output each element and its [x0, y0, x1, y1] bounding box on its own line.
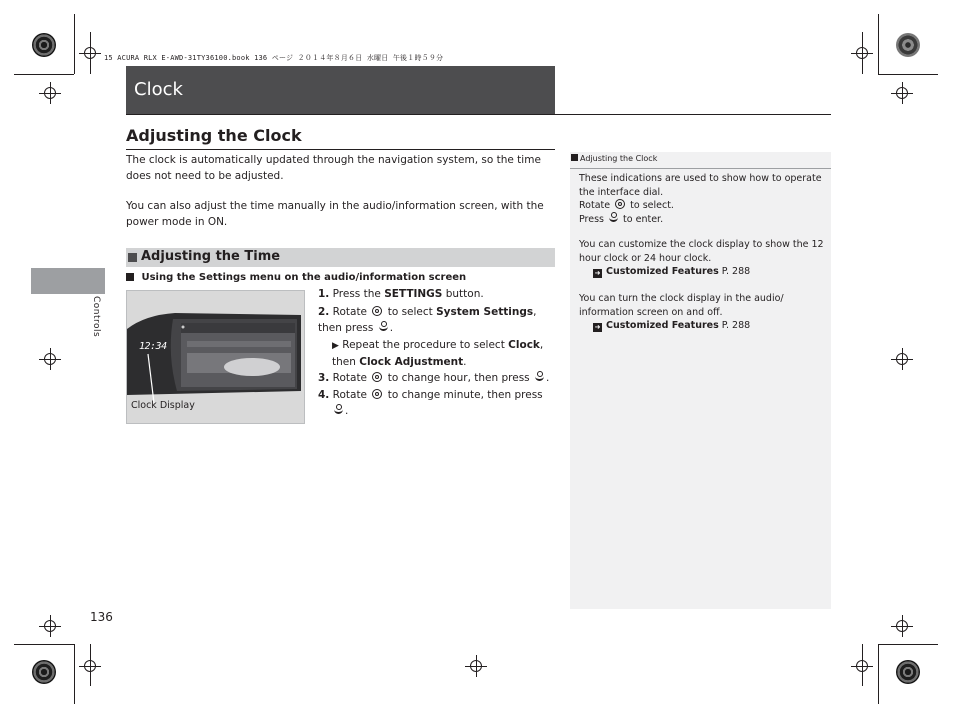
registration-rose-icon: [32, 33, 56, 57]
step-text: .: [463, 356, 467, 368]
crop-line: [862, 644, 863, 686]
step-number: 1.: [318, 288, 330, 300]
step-text: Repeat the procedure to select: [342, 339, 509, 351]
crop-line: [878, 74, 938, 75]
reference-label: Customized Features: [606, 320, 719, 331]
subsection-heading-text: Adjusting the Time: [141, 249, 281, 264]
interface-dial-rotate-icon: [372, 372, 382, 382]
interface-dial-rotate-icon: [372, 306, 382, 316]
procedure-heading: [126, 272, 466, 283]
interface-dial-press-icon: [379, 323, 388, 331]
interface-dial-rotate-icon: [615, 199, 625, 209]
step-text: to change hour, then press: [384, 372, 533, 384]
registration-target-icon: [896, 87, 908, 99]
reference-page: P. 288: [718, 320, 751, 331]
registration-target-icon: [44, 620, 56, 632]
substep-arrow-icon: ▶: [332, 341, 339, 351]
cross-reference-link[interactable]: [579, 266, 750, 278]
step-text: Press the: [332, 288, 385, 300]
crop-line: [878, 644, 879, 704]
note-rotate-line: [579, 199, 824, 213]
registration-rose-icon: [896, 660, 920, 684]
crop-line: [878, 14, 879, 74]
interface-dial-press-icon: [334, 406, 343, 414]
note-header: [570, 154, 831, 169]
side-tab-label: Controls: [91, 296, 101, 338]
page-title: Clock: [126, 66, 555, 114]
step-2: [318, 304, 555, 336]
reference-page: P. 288: [718, 266, 751, 277]
step-text: .: [389, 322, 394, 334]
crop-line: [14, 74, 74, 75]
crop-line: [74, 644, 75, 704]
figure-clock-reading: 12:34: [139, 341, 167, 352]
reference-arrow-icon: ➜: [594, 323, 601, 331]
note-text: to select.: [627, 200, 674, 211]
note-header-icon: [571, 154, 578, 161]
crop-line: [14, 644, 74, 645]
step-4: [318, 387, 555, 419]
chapter-tab: [31, 268, 105, 294]
step-3: [318, 370, 555, 386]
registration-target-icon: [470, 660, 482, 672]
step-text: .: [546, 372, 550, 384]
step-1: [318, 286, 555, 302]
note-paragraph: [579, 172, 824, 226]
step-text: to change minute, then press: [384, 389, 543, 401]
note-press-line: [579, 213, 824, 227]
procedure-heading-text: Using the Settings menu on the audio/information screen: [141, 272, 467, 283]
reference-label: Customized Features: [606, 266, 719, 277]
registration-target-icon: [896, 620, 908, 632]
step-2-substep: [332, 337, 555, 370]
step-keyword: Clock Adjustment: [359, 356, 464, 368]
crop-line: [878, 644, 938, 645]
interface-dial-press-icon: [609, 214, 618, 222]
figure-caption: Clock Display: [131, 400, 195, 411]
section-heading: Adjusting the Clock: [126, 126, 302, 145]
step-keyword: Clock: [508, 339, 540, 351]
registration-target-icon: [44, 353, 56, 365]
step-text: Rotate: [332, 372, 371, 384]
step-number: 4.: [318, 389, 330, 401]
page-number: 136: [90, 610, 113, 624]
note-paragraph: You can customize the clock display to show the 12 hour clock or 24 hour clock.: [579, 239, 824, 264]
step-text: button.: [442, 288, 484, 300]
step-text: to select: [384, 306, 437, 318]
registration-target-icon: [44, 87, 56, 99]
step-keyword: SETTINGS: [384, 288, 443, 300]
section-rule: [126, 149, 555, 150]
title-rule: [126, 114, 831, 115]
clock-display-figure: [126, 290, 305, 424]
step-text: Rotate: [332, 389, 371, 401]
step-text: .: [345, 405, 349, 417]
note-box: [570, 152, 831, 609]
note-text: Rotate: [579, 200, 614, 211]
intro-paragraph: You can also adjust the time manually in the audio/information screen, with the power mode in ON.: [126, 200, 544, 228]
interface-dial-rotate-icon: [372, 389, 382, 399]
note-text: Press: [579, 213, 608, 225]
intro-paragraph: The clock is automatically updated through the navigation system, so the time does not need to be adjusted.: [126, 154, 541, 182]
step-text: , then press: [318, 306, 537, 334]
step-keyword: System Settings: [436, 306, 534, 318]
crop-line: [90, 32, 91, 74]
crop-line: [74, 14, 75, 74]
step-text: Rotate: [332, 306, 371, 318]
interface-dial-press-icon: [535, 373, 544, 381]
note-text: These indications are used to show how to operate the interface dial.: [579, 173, 822, 198]
note-text: to enter.: [620, 213, 664, 225]
registration-target-icon: [896, 353, 908, 365]
crop-line: [862, 32, 863, 74]
step-text: , then: [332, 339, 544, 368]
step-number: 2.: [318, 306, 330, 318]
note-paragraph: You can turn the clock display in the audio/ information screen on and off.: [579, 293, 784, 318]
crop-line: [90, 644, 91, 686]
subsection-heading: [126, 248, 555, 267]
file-header: 15 ACURA RLX E-AWD-31TY36100.book 136 ページ ２０１４年８月６日 水曜日 午後１時５９分: [104, 54, 444, 62]
cross-reference-link[interactable]: [579, 320, 750, 332]
step-number: 3.: [318, 372, 330, 384]
reference-arrow-icon: ➜: [594, 269, 601, 277]
note-heading: Adjusting the Clock: [580, 154, 658, 163]
registration-rose-icon: [896, 33, 920, 57]
registration-rose-icon: [32, 660, 56, 684]
